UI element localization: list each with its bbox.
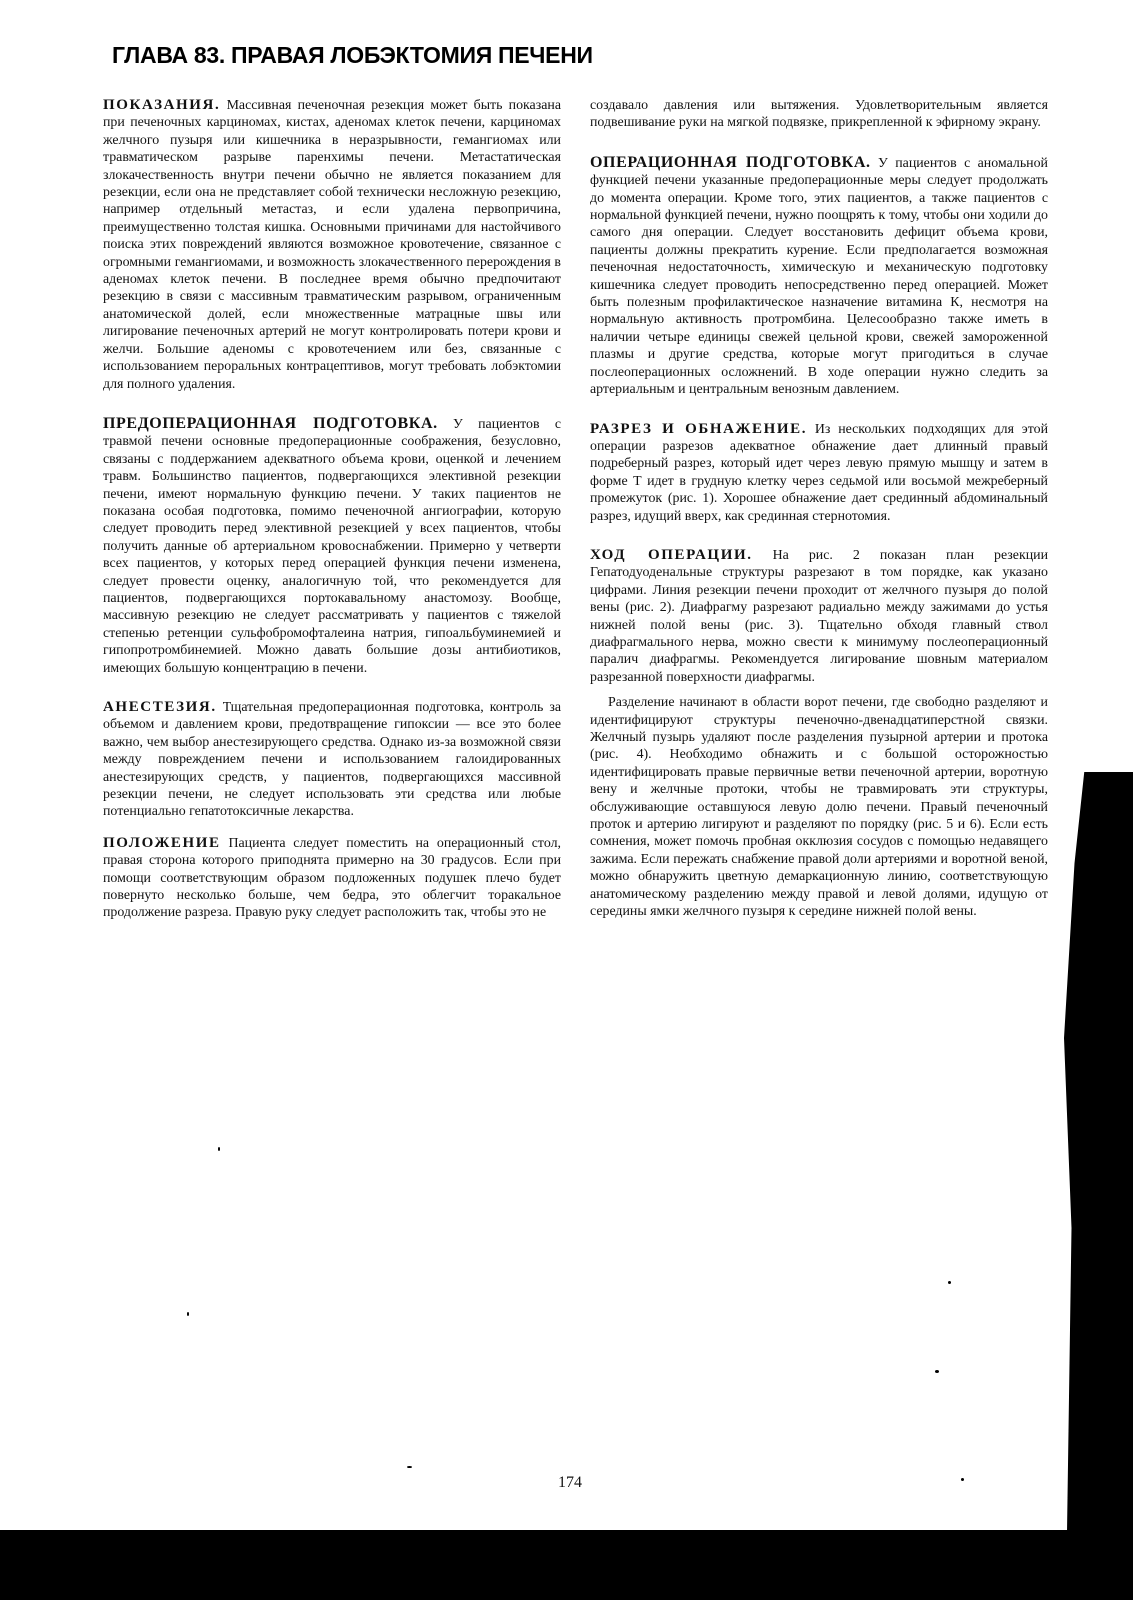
section-text: На рис. 2 показан план резекции Гепатодуоденальные структуры разрезают в том порядке, как указано цифрами. Линия резекции печени проходит от желчного пузыря до полой вены (рис. 2). Диафрагму разрезают радиально между зажимами до устья нижней полой вены (рис. 3). Тщательно обходя главный ствол диафрагмального нерва, можно свести к минимуму послеоперационный паралич диафрагмы. Рекомендуется лигирование шовным материалом разрезанной поверхности диафрагмы. bbox=[590, 547, 1049, 685]
section-text: Пациента следует поместить на операционный стол, правая сторона которого приподнята примерно на 30 градусов. Если при помощи соответствующим образом подложенных подушек плечо будет повернуто несколько больше, чем бедра, это облегчит торакальное продолжение разреза. Правую руку следует расположить так, чтобы это не bbox=[103, 835, 561, 921]
scan-bottom-bar bbox=[0, 1530, 1133, 1600]
section-position-continued bbox=[590, 97, 1048, 132]
section-text: Тщательная предоперационная подготовка, контроль за объемом и давлением крови, предотвращение гипоксии — все это более важно, чем выбор анестезирующего средства. Однако из-за возможной связи между повреждением печени и использованием галоидированных анестезирующих средств, у пациентов, подвергающихся массивной резекции печени, не следует использовать эти средства или любые потенциально гепатотоксичные лекарства. bbox=[103, 700, 562, 820]
section-incision bbox=[590, 421, 1048, 525]
section-anesthesia bbox=[103, 699, 561, 821]
section-op-prep bbox=[590, 154, 1048, 399]
scan-speck bbox=[935, 1370, 939, 1373]
section-text: У пациентов с аномальной функцией печени указанные предоперационные меры следует продолжать до момента операции. Кроме того, этих пациентов, а также пациентов с нормальной функцией печени, нужно поощрять к тому, чтобы они ходили до самого дня операции. Следует восстановить дефицит объема крови, пациенты должны прекратить курение. Если предполагается возможная печеночная недостаточность, химическую и механическую подготовку кишечника следует проводить непосредственно перед операцией. Может быть полезным профилактическое назначение витамина К, несмотря на нормальную активность протромбина. Целесообразно также иметь в наличии четыре единицы свежей цельной крови, свежей замороженной плазмы и другие средства, которые могут пригодиться в случае послеоперационных осложнений. В ходе операции нужно следить за артериальным и центральным венозным давлением. bbox=[590, 155, 1048, 398]
scan-speck bbox=[407, 1466, 412, 1468]
scan-edge-shadow bbox=[1058, 772, 1133, 1532]
scan-speck bbox=[961, 1478, 964, 1481]
section-text: Из нескольких подходящих для этой операции разрезов адекватное обнажение дает длинный правый подреберный разрез, который идет через левую прямую мышцу и затем в форме Т идет в грудную клетку через седьмой или восьмой межреберный промежуток (рис. 1). Хорошее обнажение дает срединный абдоминальный разрез, идущий вверх, как срединная стернотомия. bbox=[590, 421, 1049, 524]
section-heading: ПОЛОЖЕНИЕ bbox=[103, 834, 221, 851]
section-heading: ОПЕРАЦИОННАЯ ПОДГОТОВКА. bbox=[590, 153, 871, 171]
section-text: Массивная печеночная резекция может быть показана при печеночных карциномах, кистах, аденомах клеток печени, карциномах желчного пузыря или кишечника в неразрывности, гемангиомах или травматическом разрыве паренхимы печени. Метастатическая злокачественность внутри печени обычно не является показанием для резекции, если она не представляет собой технически несложную резекцию, например отдельный метастаз, и если удалена первопричина, преимущественно толстая кишка. Основными причинами для настойчивого поиска этих повреждений являются возможное кровотечение, связанное с огромными гемангиомами, и возможность злокачественного перерождения в аденомах клеток печени. В последнее время обычно предпочитают резекцию в связи с массивным травматическим разрывом, ограниченным анатомической долей, если множественные матрацные швы или лигирование печеночных артерий не могут контролировать потери крови и желчи. Большие аденомы с кровотечением или без, связанные с использованием пероральных контрацептивов, могут требовать лобэктомии для полного удаления. bbox=[103, 98, 561, 392]
scan-speck bbox=[218, 1147, 220, 1151]
page-number: 174 bbox=[558, 1474, 582, 1491]
section-preop-prep bbox=[103, 415, 561, 677]
section-text: создавало давления или вытяжения. Удовлетворительным является подвешивание руки на мягкой подвязке, прикрепленной к эфирному экрану. bbox=[590, 98, 1048, 131]
left-column bbox=[103, 97, 561, 936]
section-heading: РАЗРЕЗ И ОБНАЖЕНИЕ. bbox=[590, 420, 808, 437]
page-title: ГЛАВА 83. ПРАВАЯ ЛОБЭКТОМИЯ ПЕЧЕНИ bbox=[112, 42, 593, 68]
section-heading: АНЕСТЕЗИЯ. bbox=[103, 699, 217, 715]
section-heading: ХОД ОПЕРАЦИИ. bbox=[590, 546, 753, 563]
section-position bbox=[103, 835, 561, 922]
section-heading: ПРЕДОПЕРАЦИОННАЯ ПОДГОТОВКА. bbox=[103, 414, 438, 432]
section-procedure bbox=[590, 547, 1048, 921]
scan-speck bbox=[187, 1312, 189, 1316]
section-indications bbox=[103, 97, 561, 393]
section-text: У пациентов с травмой печени основные предоперационные соображения, безусловно, связаны с поддержанием адекватного объема крови, оценкой и лечением травм. Большинство пациентов, подвергающихся элективной резекции печени, имеют нормальную функцию печени. У таких пациентов не показана особая подготовка, помимо печеночной ангиографии, которую следует проводить перед элективной резекцией у всех пациентов, чтобы получить данные об артериальном кровоснабжении. Примерно у четверти всех пациентов, у которых перед операцией функция печени изменена, следует провести оценку, аналогичную той, что рекомендуется для пациентов, подвергающихся портокавальному анастомозу. Вообще, массивную резекцию не следует рассматривать у пациентов с тяжелой степенью ретенции сульфобромофталеина натрия, гипоальбуминемией и гипопротромбинемией. Можно давать большие дозы антибиотиков, имеющих большую концентрацию в печени. bbox=[103, 416, 561, 676]
section-paragraph: Разделение начинают в области ворот печени, где свободно разделяют и идентифицируют структуры печеночно-двенадцатиперстной связки. Желчный пузырь удаляют после разделения пузырной артерии и протока (рис. 4). Необходимо обнажить и с большой осторожностью идентифицировать правые первичные ветви печеночной артерии, воротную вену и желчные протоки, чтобы не травмировать эти структуры, обслуживающие оставшуюся левую долю печени. Правый печеночный проток и артерию лигируют и разделяют по порядку (рис. 5 и 6). Если есть сомнения, может помочь пробная окклюзия сосудов с помощью недавящего зажима. Если пережать снабжение правой доли артериями и воротной веной, можно обнаружить цветную демаркационную линию, соответствующую анатомическому разделению между правой и левой долями, идущую от середины ямки желчного пузыря к середине нижней полой вены. bbox=[590, 695, 1048, 920]
scan-speck bbox=[948, 1281, 951, 1284]
section-heading: ПОКАЗАНИЯ. bbox=[103, 97, 221, 113]
right-column bbox=[590, 97, 1048, 934]
